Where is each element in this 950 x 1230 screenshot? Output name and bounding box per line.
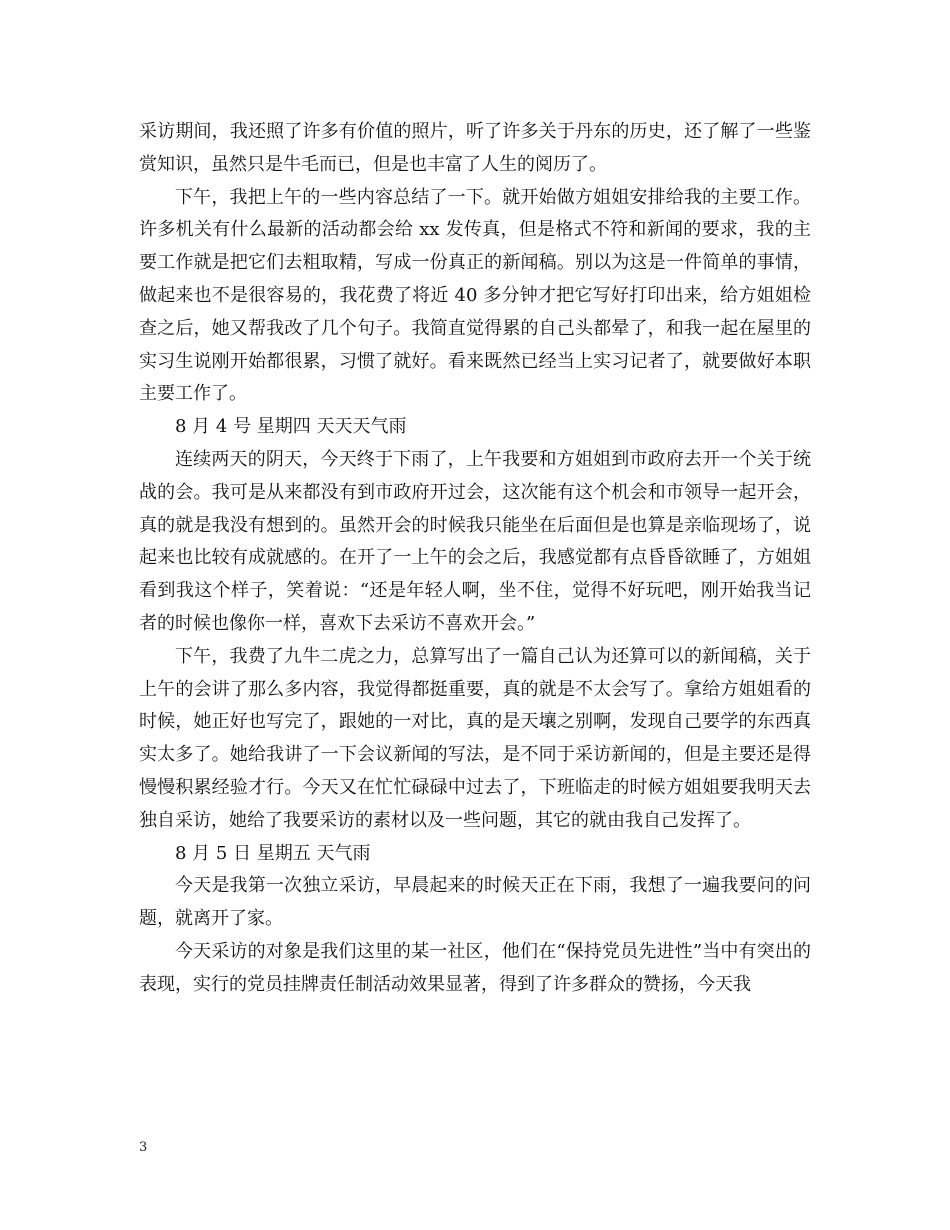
- paragraph-4: 连续两天的阴天，今天终于下雨了，上午我要和方姐姐到市政府去开一个关于统战的会。我可是从来都没有到市政府开过会，这次能有这个机会和市领导一起开会，真的就是我没有想到的。虽然开会的时候我只能坐在后面但是也算是亲临现场了，说起来也比较有成就感的。在开了一上午的会之后，我感觉都有点昏昏欲睡了，方姐姐看到我这个样子，笑着说：“还是年轻人啊，坐不住，觉得不好玩吧，刚开始我当记者的时候也像你一样，喜欢下去采访不喜欢开会。”: [139, 448, 811, 634]
- page-number: 3: [139, 1140, 148, 1155]
- paragraph-5: 下午，我费了九牛二虎之力，总算写出了一篇自己认为还算可以的新闻稿，关于上午的会讲了那么多内容，我觉得都挺重要，真的就是不太会写了。拿给方姐姐看的时候，她正好也写完了，跟她的一对比，真的是天壤之别啊，发现自己要学的东西真实太多了。她给我讲了一下会议新闻的写法，是不同于采访新闻的，但是主要还是得慢慢积累经验才行。今天又在忙忙碌碌中过去了，下班临走的时候方姐姐要我明天去独自采访，她给了我要采访的素材以及一些问题，其它的就由我自己发挥了。: [139, 645, 811, 831]
- diary-date-heading-aug-4: 8 月 4 号 星期四 天天天气雨: [175, 416, 407, 438]
- paragraph-1: 采访期间，我还照了许多有价值的照片，听了许多关于丹东的历史，还了解了一些鉴赏知识，虽然只是牛毛而已，但是也丰富了人生的阅历了。: [139, 121, 811, 175]
- paragraph-8: 今天采访的对象是我们这里的某一社区，他们在“保持党员先进性”当中有突出的表现，实行的党员挂牌责任制活动效果显著，得到了许多群众的赞扬，今天我: [139, 940, 811, 995]
- document-body: [139, 116, 811, 1002]
- paragraph-7: 今天是我第一次独立采访，早晨起来的时候天正在下雨，我想了一遍我要问的问题，就离开了家。: [139, 875, 811, 930]
- diary-date-heading-aug-5: 8 月 5 日 星期五 天气雨: [175, 842, 371, 864]
- paragraph-2: 下午，我把上午的一些内容总结了一下。就开始做方姐姐安排给我的主要工作。许多机关有什么最新的活动都会给 xx 发传真，但是格式不符和新闻的要求，我的主要工作就是把它们去粗取精，写成一份真正的新闻稿。别以为这是一件简单的事情，做起来也不是很容易的，我花费了将近 40 多分钟才把它写好打印出来，给方姐姐检查之后，她又帮我改了几个句子。我简直觉得累的自己头都晕了，和我一起在屋里的实习生说刚开始都很累，习惯了就好。看来既然已经当上实习记者了，就要做好本职主要工作了。: [139, 186, 811, 405]
